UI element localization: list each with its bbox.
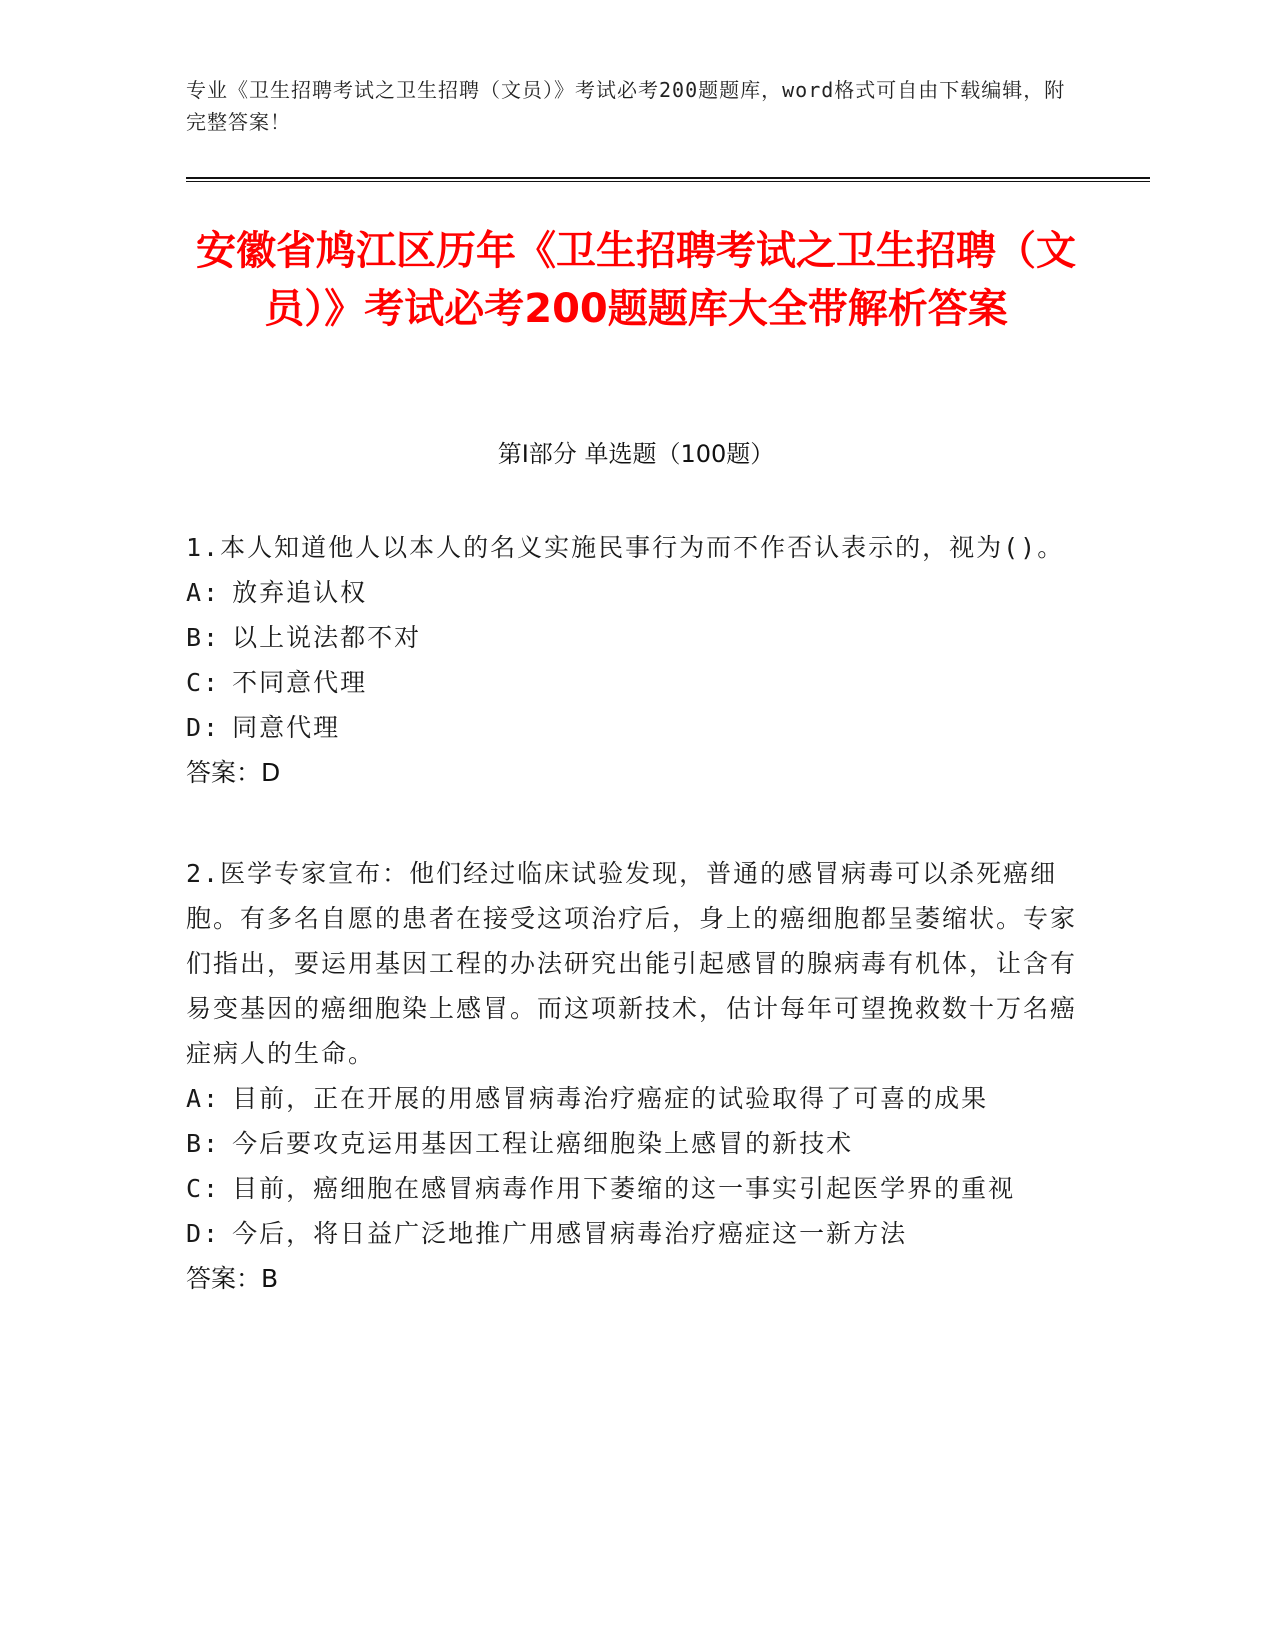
question-list xyxy=(186,525,1086,1357)
option-key: A: xyxy=(186,578,221,607)
header-divider-thick xyxy=(186,177,1150,179)
option-key: D: xyxy=(186,713,221,742)
option-text: 同意代理 xyxy=(232,713,341,742)
header-divider-thin xyxy=(186,181,1150,182)
question-1 xyxy=(186,525,1086,795)
option-text: 今后，将日益广泛地推广用感冒病毒治疗癌症这一新方法 xyxy=(232,1219,908,1248)
option-text: 放弃追认权 xyxy=(232,578,368,607)
question-2 xyxy=(186,851,1086,1301)
option-d xyxy=(186,1211,1086,1256)
option-b xyxy=(186,1121,1086,1166)
option-text: 今后要攻克运用基因工程让癌细胞染上感冒的新技术 xyxy=(232,1129,854,1158)
option-key: A: xyxy=(186,1084,221,1113)
option-key: D: xyxy=(186,1219,221,1248)
answer-line: 答案：D xyxy=(186,758,281,787)
document-title: 安徽省鸠江区历年《卫生招聘考试之卫生招聘（文员）》考试必考200题题库大全带解析答案 xyxy=(196,228,1076,332)
option-text: 目前，正在开展的用感冒病毒治疗癌症的试验取得了可喜的成果 xyxy=(232,1084,989,1113)
option-b xyxy=(186,615,1086,660)
option-text: 以上说法都不对 xyxy=(232,623,422,652)
answer-line: 答案：B xyxy=(186,1264,279,1293)
option-key: B: xyxy=(186,623,221,652)
option-a xyxy=(186,1076,1086,1121)
option-text: 不同意代理 xyxy=(232,668,368,697)
header-note: 专业《卫生招聘考试之卫生招聘（文员）》考试必考200题题库，word格式可自由下载编辑，附完整答案！ xyxy=(186,78,1066,134)
option-c xyxy=(186,1166,1086,1211)
question-stem: 1.本人知道他人以本人的名义实施民事行为而不作否认表示的，视为()。 xyxy=(186,533,1065,562)
option-key: B: xyxy=(186,1129,221,1158)
option-key: C: xyxy=(186,1174,221,1203)
option-key: C: xyxy=(186,668,221,697)
section-heading: 第Ⅰ部分 单选题（100题） xyxy=(497,440,775,468)
option-a xyxy=(186,570,1086,615)
question-stem: 2.医学专家宣布：他们经过临床试验发现，普通的感冒病毒可以杀死癌细胞。有多名自愿的患者在接受这项治疗后，身上的癌细胞都呈萎缩状。专家们指出，要运用基因工程的办法研究出能引起感冒的腺病毒有机体，让含有易变基因的癌细胞染上感冒。而这项新技术，估计每年可望挽救数十万名癌症病人的生命。 xyxy=(186,859,1078,1068)
option-text: 目前，癌细胞在感冒病毒作用下萎缩的这一事实引起医学界的重视 xyxy=(232,1174,1016,1203)
option-d xyxy=(186,705,1086,750)
option-c xyxy=(186,660,1086,705)
